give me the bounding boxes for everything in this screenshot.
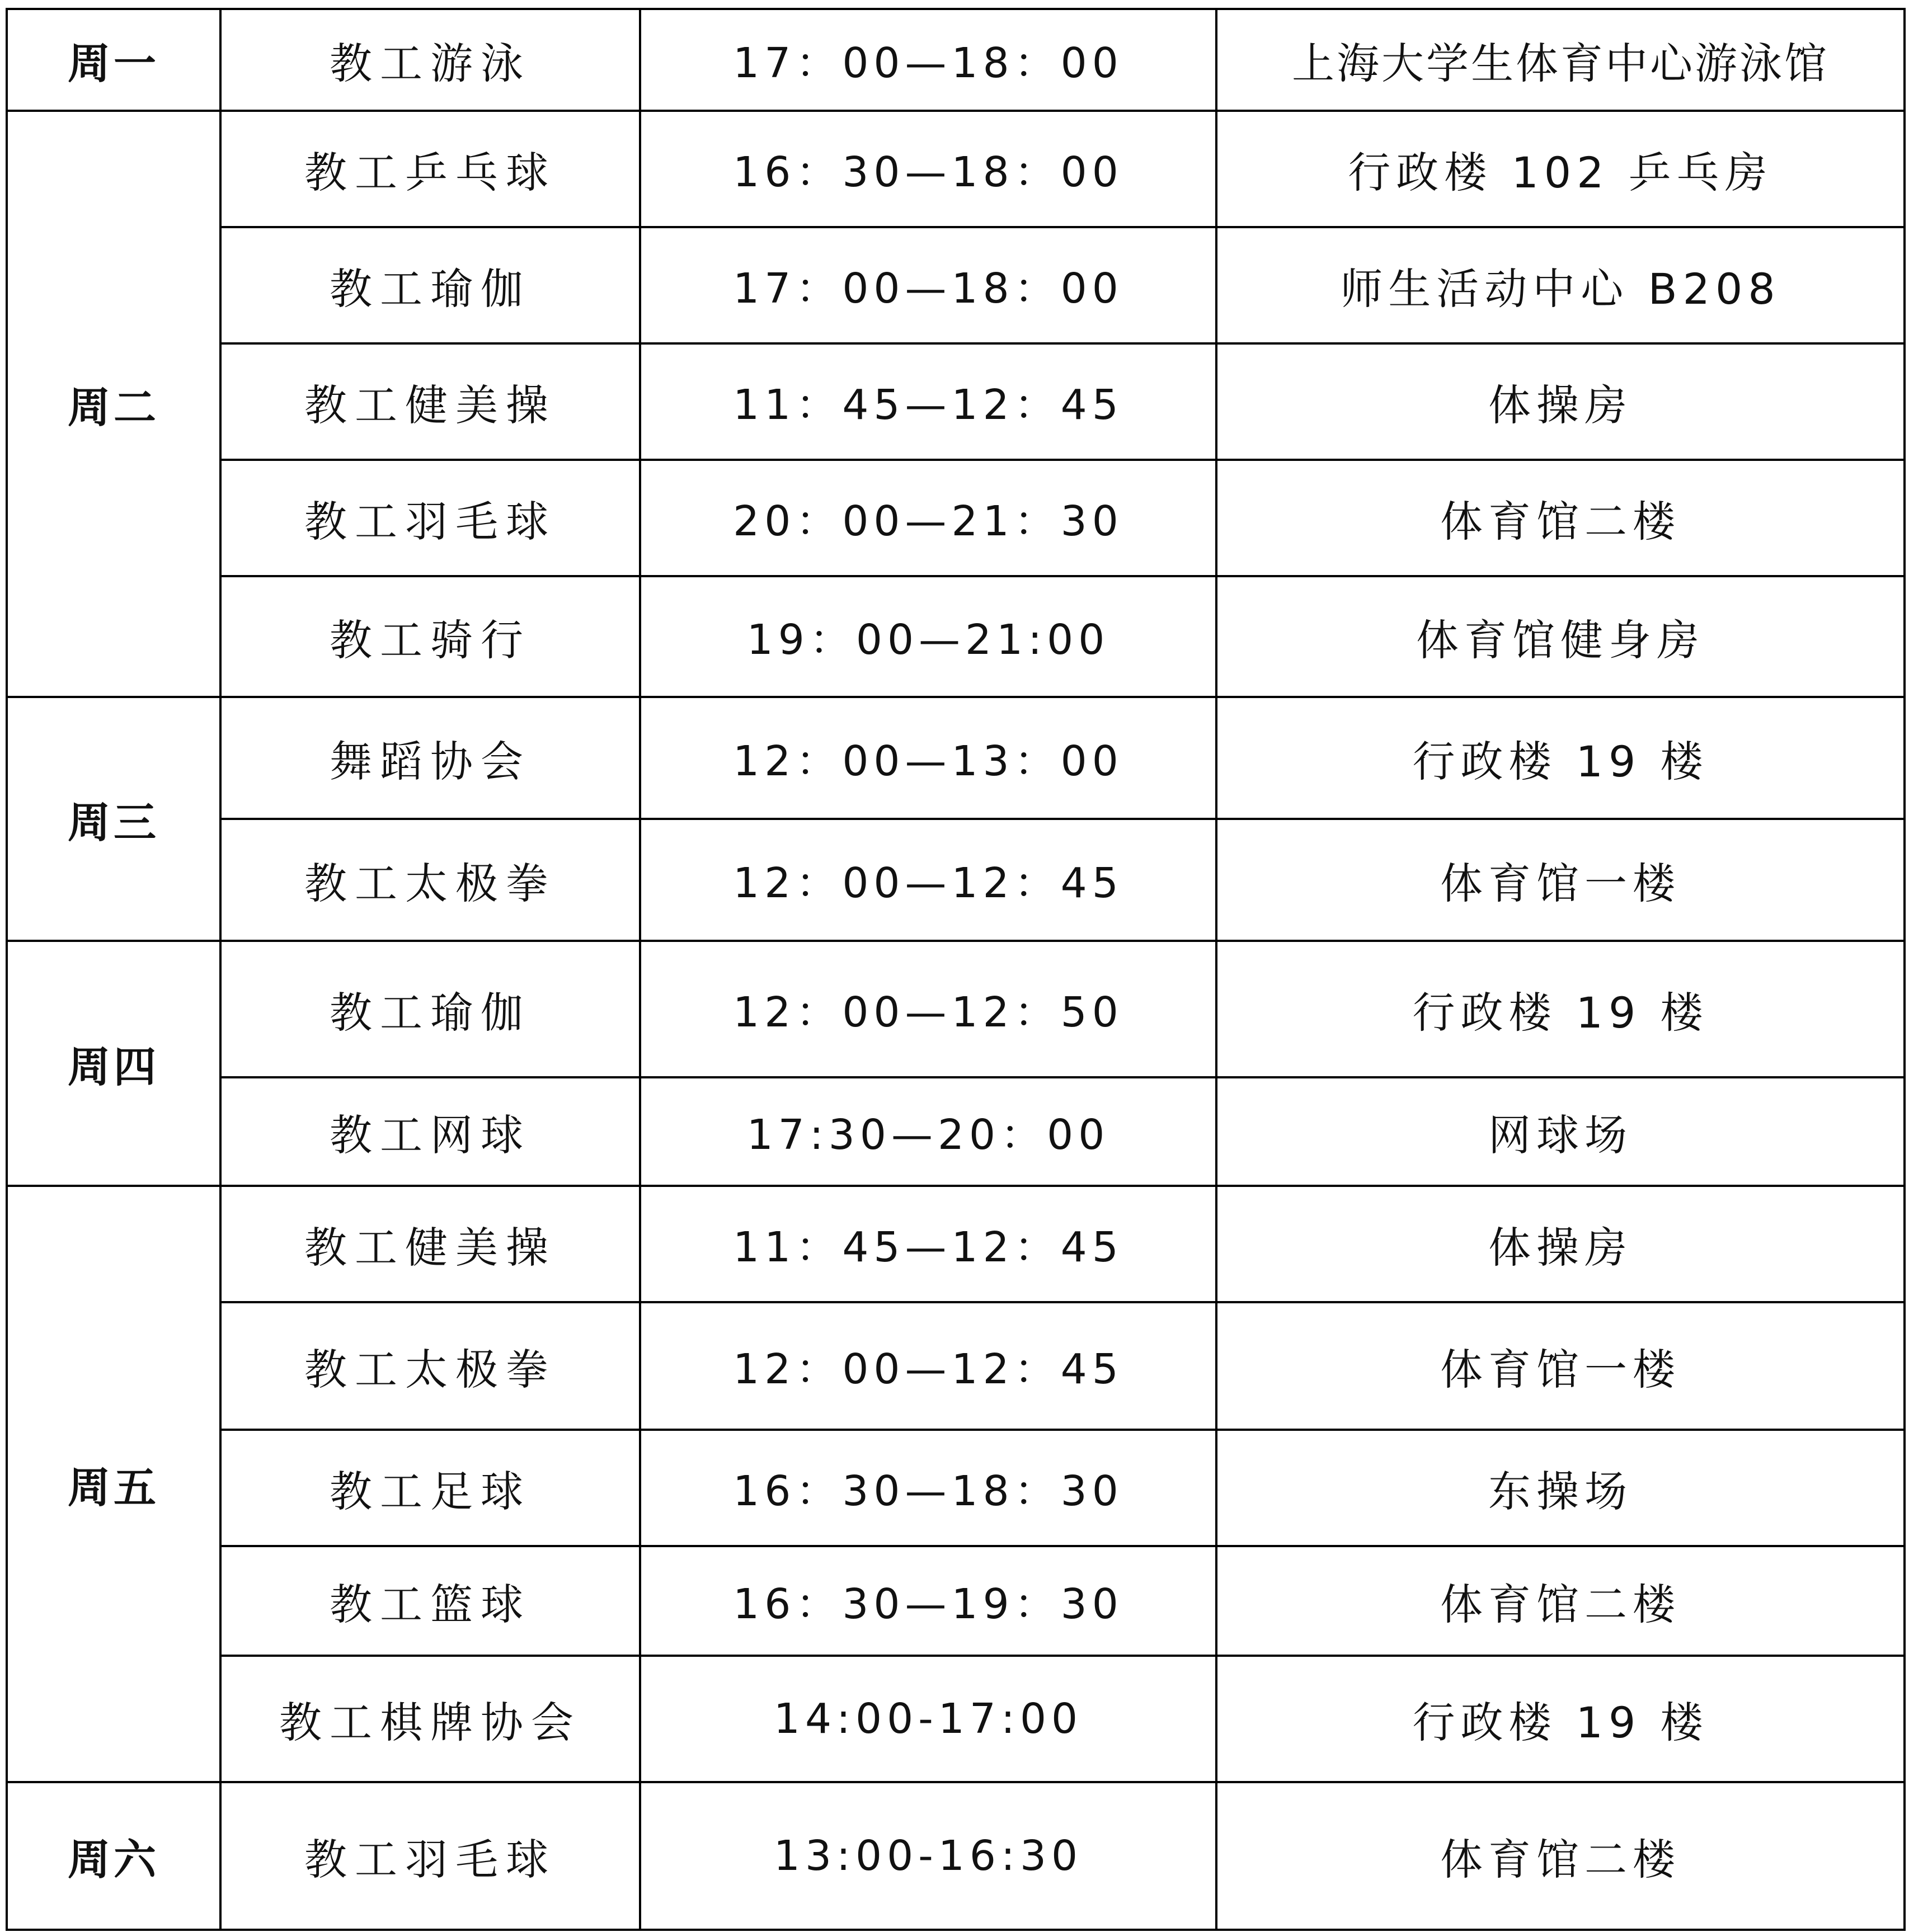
day-friday: 周五 — [7, 1186, 220, 1782]
table-row — [7, 1656, 1905, 1782]
table-row — [7, 227, 1905, 343]
activity-cell: 教工健美操 — [220, 1186, 640, 1302]
time-cell: 19：00—21:00 — [640, 576, 1216, 697]
location-cell: 行政楼 19 楼 — [1216, 697, 1905, 819]
table-row — [7, 111, 1905, 227]
location-cell: 行政楼 19 楼 — [1216, 1656, 1905, 1782]
time-cell: 16：30—18：30 — [640, 1430, 1216, 1546]
activity-cell: 教工健美操 — [220, 343, 640, 460]
table-row — [7, 1430, 1905, 1546]
activity-cell: 教工羽毛球 — [220, 1782, 640, 1930]
location-cell: 体育馆健身房 — [1216, 576, 1905, 697]
time-cell: 14:00-17:00 — [640, 1656, 1216, 1782]
table-row — [7, 1782, 1905, 1930]
location-cell: 体育馆一楼 — [1216, 819, 1905, 941]
location-cell: 行政楼 102 乒乓房 — [1216, 111, 1905, 227]
location-cell: 体操房 — [1216, 343, 1905, 460]
time-cell: 11：45—12：45 — [640, 1186, 1216, 1302]
activity-cell: 舞蹈协会 — [220, 697, 640, 819]
activity-cell: 教工瑜伽 — [220, 941, 640, 1077]
day-saturday: 周六 — [7, 1782, 220, 1930]
day-tuesday: 周二 — [7, 111, 220, 697]
time-cell: 11：45—12：45 — [640, 343, 1216, 460]
activity-cell: 教工网球 — [220, 1077, 640, 1186]
table-row — [7, 9, 1905, 111]
location-cell: 体育馆一楼 — [1216, 1302, 1905, 1430]
table-row — [7, 1077, 1905, 1186]
activity-cell: 教工瑜伽 — [220, 227, 640, 343]
location-cell: 上海大学生体育中心游泳馆 — [1216, 9, 1905, 111]
location-cell: 网球场 — [1216, 1077, 1905, 1186]
table-row — [7, 697, 1905, 819]
time-cell: 16：30—19：30 — [640, 1546, 1216, 1656]
table-row — [7, 1186, 1905, 1302]
activity-cell: 教工骑行 — [220, 576, 640, 697]
table-row — [7, 819, 1905, 941]
time-cell: 13:00-16:30 — [640, 1782, 1216, 1930]
location-cell: 体育馆二楼 — [1216, 1782, 1905, 1930]
activity-cell: 教工棋牌协会 — [220, 1656, 640, 1782]
activity-cell: 教工太极拳 — [220, 819, 640, 941]
location-cell: 体育馆二楼 — [1216, 1546, 1905, 1656]
time-cell: 17：00—18：00 — [640, 227, 1216, 343]
table-row — [7, 1546, 1905, 1656]
activity-cell: 教工羽毛球 — [220, 460, 640, 576]
time-cell: 12：00—12：45 — [640, 819, 1216, 941]
location-cell: 东操场 — [1216, 1430, 1905, 1546]
activity-cell: 教工太极拳 — [220, 1302, 640, 1430]
table-row — [7, 941, 1905, 1077]
location-cell: 体操房 — [1216, 1186, 1905, 1302]
table-row — [7, 1302, 1905, 1430]
time-cell: 20：00—21：30 — [640, 460, 1216, 576]
activity-cell: 教工篮球 — [220, 1546, 640, 1656]
table-row — [7, 460, 1905, 576]
activity-cell: 教工足球 — [220, 1430, 640, 1546]
time-cell: 16：30—18：00 — [640, 111, 1216, 227]
time-cell: 17：00—18：00 — [640, 9, 1216, 111]
time-cell: 12：00—12：45 — [640, 1302, 1216, 1430]
time-cell: 17:30—20：00 — [640, 1077, 1216, 1186]
table-row — [7, 343, 1905, 460]
time-cell: 12：00—13：00 — [640, 697, 1216, 819]
location-cell: 师生活动中心 B208 — [1216, 227, 1905, 343]
location-cell: 体育馆二楼 — [1216, 460, 1905, 576]
location-cell: 行政楼 19 楼 — [1216, 941, 1905, 1077]
day-monday: 周一 — [7, 9, 220, 111]
activity-cell: 教工游泳 — [220, 9, 640, 111]
day-thursday: 周四 — [7, 941, 220, 1186]
table-row — [7, 576, 1905, 697]
day-wednesday: 周三 — [7, 697, 220, 941]
time-cell: 12：00—12：50 — [640, 941, 1216, 1077]
activity-cell: 教工乒乓球 — [220, 111, 640, 227]
activity-schedule-table — [6, 8, 1906, 1931]
